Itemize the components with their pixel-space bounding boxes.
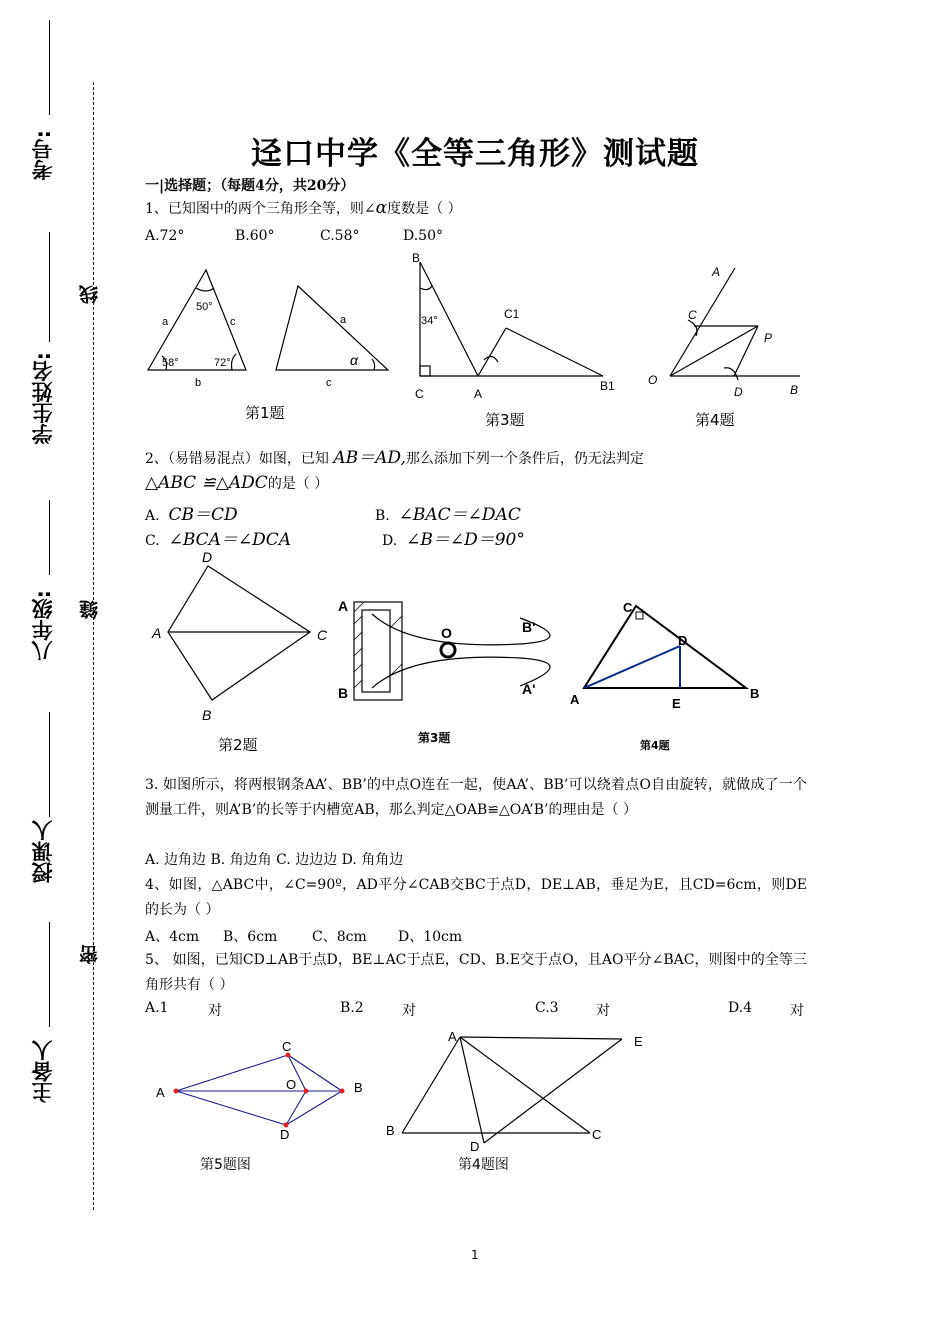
svg-text:B: B — [354, 1080, 363, 1095]
alpha-symbol: α — [375, 198, 388, 218]
svg-text:A: A — [338, 598, 349, 614]
svg-text:C: C — [282, 1039, 292, 1054]
q4-option-a: A、4cm — [145, 929, 200, 945]
svg-text:50°: 50° — [196, 301, 213, 313]
fig4-angle-bisector — [670, 268, 800, 380]
svg-text:A: A — [152, 625, 162, 641]
q2-fig-caption-3: 第3题 — [418, 731, 451, 745]
svg-text:B: B — [338, 685, 349, 701]
question-3: 3. 如图所示，将两根钢条AA’、BB’的中点O连在一起，使AA’、BB’可以绕着点O自由旋转，就做成了一个测量工件，则A’B’的长等于内槽宽AB，那么判定△OAB≌△OA’B’的理由是（ ） — [145, 777, 807, 818]
svg-text:A': A' — [522, 681, 536, 697]
svg-text:c: c — [230, 316, 236, 328]
question-2 — [145, 448, 644, 469]
svg-text:a: a — [162, 316, 169, 328]
svg-text:C: C — [592, 1127, 602, 1142]
svg-text:b: b — [195, 377, 202, 389]
svg-text:A: A — [156, 1085, 165, 1100]
q5-option-b: B.2 — [340, 1000, 364, 1016]
svg-text:O: O — [441, 625, 452, 641]
svg-text:B: B — [202, 707, 212, 723]
q2-text-b: 那么添加下列一个条件后，仍无法判定 — [405, 451, 644, 467]
svg-text:B': B' — [522, 619, 536, 635]
svg-text:C: C — [623, 600, 633, 615]
section-heading: 一|选择题；（每题4分，共20分） — [145, 178, 355, 194]
svg-text:58°: 58° — [162, 357, 179, 369]
svg-text:A: A — [474, 387, 483, 401]
svg-text:B1: B1 — [600, 379, 615, 393]
svg-text:A: A — [570, 692, 580, 707]
svg-text:P: P — [764, 331, 773, 345]
svg-text:72°: 72° — [214, 357, 231, 369]
q2-option-d: D. ∠B＝∠D＝90° — [382, 530, 525, 550]
q3-options: A. 边角边 B. 角边角 C. 边边边 D. 角角边 — [145, 852, 404, 868]
q2-fig-caption-2: 第2题 — [218, 736, 258, 754]
q5-option-c: C.3 — [535, 1000, 559, 1016]
seal-seam-char: 缝 — [79, 600, 101, 619]
svg-text:B: B — [750, 686, 760, 701]
teacher-label: 授课人 — [31, 820, 55, 883]
svg-text:34°: 34° — [421, 315, 438, 327]
q1-text-a: 1、已知图中的两个三角形全等，则∠ — [145, 201, 376, 217]
svg-text:A: A — [712, 265, 721, 279]
svg-text:O: O — [286, 1077, 297, 1092]
seal-dashed-line — [93, 82, 94, 1210]
q5-option-a: A.1 — [145, 1000, 169, 1016]
q5-option-c-unit: 对 — [596, 1003, 610, 1019]
prep-teacher-label: 主备人 — [31, 1040, 55, 1103]
bisector-triangle-figure — [584, 606, 746, 688]
q4-option-c: C、8cm — [312, 929, 367, 945]
q5-fig-caption-5: 第5题图 — [200, 1157, 251, 1173]
q5-option-d-unit: 对 — [790, 1003, 804, 1019]
triangle-right — [276, 286, 388, 370]
page-number: 1 — [471, 1248, 479, 1262]
svg-text:D: D — [470, 1139, 480, 1154]
seal-line-char: 线 — [79, 285, 101, 304]
q5-quadrilateral-figure — [176, 1055, 342, 1125]
q5-option-a-unit: 对 — [208, 1003, 222, 1019]
q4-option-b: B、6cm — [223, 929, 278, 945]
field-line-grade — [49, 500, 50, 575]
q4-option-d: D、10cm — [398, 929, 463, 945]
svg-text:C: C — [415, 387, 424, 401]
q2-option-a: A. CB＝CD — [145, 505, 238, 525]
svg-text:B: B — [790, 383, 799, 397]
svg-text:a: a — [340, 314, 347, 326]
q1-option-a: A.72° — [145, 228, 185, 244]
q5-figure-row — [140, 1025, 660, 1155]
svg-text:α: α — [350, 352, 358, 368]
kite-figure — [168, 566, 310, 700]
grade-label: 八年级: — [31, 590, 55, 662]
q1-option-b: B.60° — [235, 228, 275, 244]
svg-text:C1: C1 — [504, 307, 520, 321]
svg-text:B: B — [412, 251, 421, 265]
svg-text:E: E — [672, 696, 681, 711]
svg-text:E: E — [634, 1034, 643, 1049]
question-1 — [145, 198, 462, 219]
q1-fig-caption-1: 第1题 — [245, 404, 285, 422]
q1-fig-caption-3: 第3题 — [485, 411, 525, 429]
svg-text:C: C — [317, 627, 328, 643]
q2-text-a: 2、（易错易混点）如图，已知 — [145, 451, 329, 467]
q2-option-b: B. ∠BAC＝∠DAC — [375, 505, 521, 525]
svg-text:D: D — [280, 1127, 290, 1142]
q1-text-b: 度数是（ ） — [387, 201, 462, 217]
q2-congruence: △ABC ≌△ADC — [145, 473, 268, 493]
q2-condition: AB＝AD, — [333, 448, 406, 468]
svg-text:O: O — [648, 373, 658, 387]
q5-option-b-unit: 对 — [402, 1003, 416, 1019]
measuring-tool-figure — [354, 602, 550, 700]
question-5: 5、 如图，已知CD⊥AB于点D，BE⊥AC于点E，CD、B.E交于点O，且AO平分∠BAC，则图中的全等三角形共有（ ） — [145, 952, 807, 993]
svg-text:D: D — [202, 549, 213, 565]
field-line-prep — [49, 922, 50, 1027]
exam-no-label: 考号: — [31, 130, 55, 181]
field-line-teacher — [49, 712, 50, 817]
question-4: 4、如图，△ABC中，∠C=90º，AD平分∠CAB交BC于点D，DE⊥AB，垂足为E，且CD=6cm，则DE的长为（ ） — [145, 877, 807, 918]
q2-fig-caption-4: 第4题 — [640, 739, 670, 752]
q5-second-figure — [402, 1037, 622, 1143]
svg-text:c: c — [326, 377, 332, 389]
svg-text:B: B — [386, 1123, 395, 1138]
page-title: 迳口中学《全等三角形》测试题 — [251, 136, 699, 172]
q5-option-d: D.4 — [728, 1000, 753, 1016]
q2-figure-row — [140, 548, 820, 738]
q1-fig-caption-4: 第4题 — [695, 411, 735, 429]
q2-text-c: 的是（ ） — [267, 476, 329, 492]
svg-text:C: C — [688, 308, 697, 322]
svg-text:D: D — [734, 385, 743, 399]
field-line-exam-no — [49, 20, 50, 115]
question-2-line2 — [145, 473, 328, 494]
q1-option-d: D.50° — [403, 228, 443, 244]
svg-text:D: D — [678, 633, 688, 648]
q5-fig-caption-4: 第4题图 — [458, 1157, 509, 1173]
field-line-name — [49, 232, 50, 342]
q1-option-c: C.58° — [320, 228, 360, 244]
q2-option-c: C. ∠BCA＝∠DCA — [145, 530, 292, 550]
svg-text:A: A — [448, 1029, 457, 1044]
student-name-label: 学生姓名: — [31, 352, 55, 445]
seal-close-char: 密 — [79, 945, 101, 964]
